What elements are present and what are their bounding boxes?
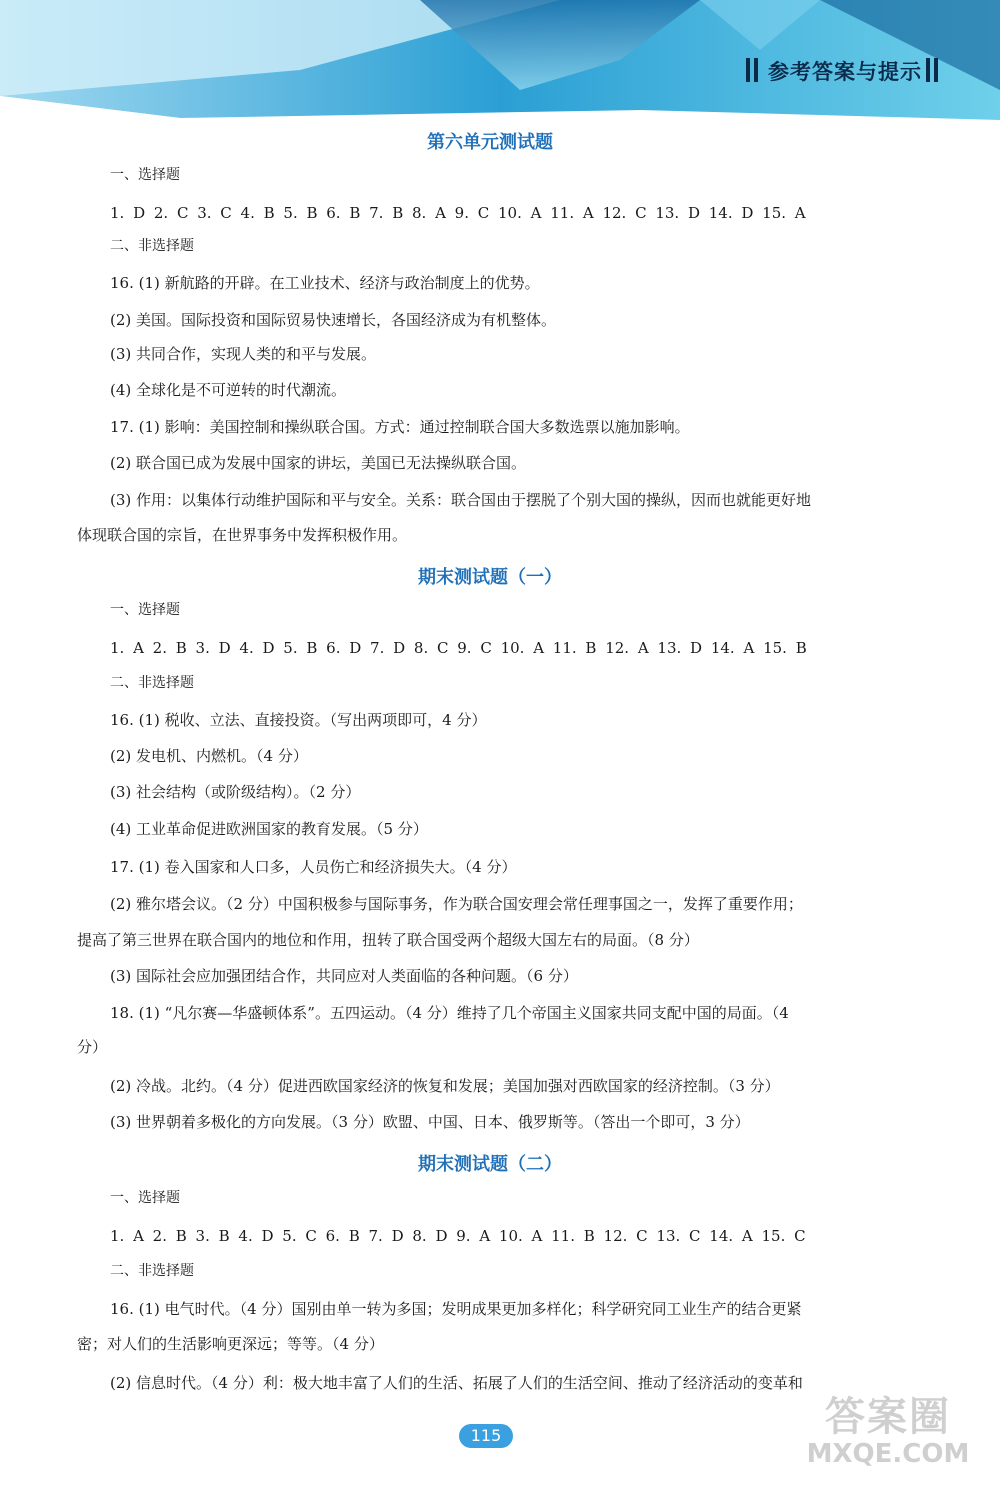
header-bar-right: [926, 58, 930, 82]
answer-line: (3) 社会结构（或阶级结构）。（2 分）: [110, 783, 361, 801]
mc-heading: 一、选择题: [110, 602, 180, 618]
answer-line: 密；对人们的生活影响更深远；等等。（4 分）: [77, 1335, 384, 1353]
answer-line: (4) 全球化是不可逆转的时代潮流。: [110, 381, 347, 399]
answer-line: 17. (1) 卷入国家和人口多，人员伤亡和经济损失大。（4 分）: [110, 858, 517, 876]
answer-line: 16. (1) 电气时代。（4 分）国别由单一转为多国；发明成果更加多样化；科学研究同工业生产的结合更紧: [110, 1300, 802, 1318]
watermark-logo: [788, 1395, 988, 1475]
section-title: 期末测试题（二）: [418, 1154, 562, 1175]
mc-heading: 一、选择题: [110, 167, 180, 183]
answer-line: (3) 作用：以集体行动维护国际和平与安全。关系：联合国由于摆脱了个别大国的操纵，因而也就能更好地: [110, 491, 812, 509]
header-bar-left-2: [754, 58, 758, 82]
answer-line: (2) 联合国已成为发展中国家的讲坛，美国已无法操纵联合国。: [110, 454, 527, 472]
nonmc-heading: 二、非选择题: [110, 1263, 194, 1279]
header-bar-right-2: [934, 58, 938, 82]
answer-line: 提高了第三世界在联合国内的地位和作用，扭转了联合国受两个超级大国左右的局面。（8 分）: [77, 931, 699, 949]
answer-line: (2) 美国。国际投资和国际贸易快速增长，各国经济成为有机整体。: [110, 311, 557, 329]
header-bar-left: [746, 58, 750, 82]
mc-heading: 一、选择题: [110, 1190, 180, 1206]
answer-line: (2) 发电机、内燃机。（4 分）: [110, 747, 308, 765]
section-title: 期末测试题（一）: [418, 567, 562, 588]
answer-line: 16. (1) 税收、立法、直接投资。（写出两项即可，4 分）: [110, 711, 487, 729]
nonmc-heading: 二、非选择题: [110, 675, 194, 691]
page-number: 115: [459, 1424, 513, 1448]
mc-answers: 1. D 2. C 3. C 4. B 5. B 6. B 7. B 8. A 9. C 10. A 11. A 12. C 13. D 14. D 15. A: [110, 204, 806, 222]
header-title: 参考答案与提示: [768, 60, 922, 84]
watermark-bottom: MXQE.COM: [806, 1439, 970, 1469]
answer-line: 分）: [77, 1038, 108, 1056]
header-banner: [0, 0, 1000, 130]
answer-line: 16. (1) 新航路的开辟。在工业技术、经济与政治制度上的优势。: [110, 274, 540, 292]
answer-line: 18. (1) “凡尔赛—华盛顿体系”。五四运动。（4 分）维持了几个帝国主义国家共同支配中国的局面。（4: [110, 1004, 789, 1022]
answer-line: (3) 国际社会应加强团结合作，共同应对人类面临的各种问题。（6 分）: [110, 967, 578, 985]
mc-answers: 1. A 2. B 3. D 4. D 5. B 6. D 7. D 8. C 9. C 10. A 11. B 12. A 13. D 14. A 15. B: [110, 639, 807, 657]
mc-answers: 1. A 2. B 3. B 4. D 5. C 6. B 7. D 8. D 9. A 10. A 11. B 12. C 13. C 14. A 15. C: [110, 1227, 806, 1245]
answer-line: (3) 共同合作，实现人类的和平与发展。: [110, 345, 377, 363]
answer-line: 17. (1) 影响：美国控制和操纵联合国。方式：通过控制联合国大多数选票以施加影响。: [110, 418, 690, 436]
section-title: 第六单元测试题: [427, 132, 553, 153]
answer-line: (2) 信息时代。（4 分）利：极大地丰富了人们的生活、拓展了人们的生活空间、推动了经济活动的变革和: [110, 1374, 803, 1392]
watermark-top: 答案圈: [825, 1394, 951, 1440]
answer-line: 体现联合国的宗旨，在世界事务中发挥积极作用。: [77, 526, 408, 544]
answer-line: (2) 雅尔塔会议。（2 分）中国积极参与国际事务，作为联合国安理会常任理事国之一，发挥了重要作用；: [110, 895, 803, 913]
answer-line: (3) 世界朝着多极化的方向发展。（3 分）欧盟、中国、日本、俄罗斯等。（答出一个即可，3 分）: [110, 1113, 750, 1131]
answer-line: (2) 冷战。北约。（4 分）促进西欧国家经济的恢复和发展；美国加强对西欧国家的经济控制。（3 分）: [110, 1077, 780, 1095]
answer-line: (4) 工业革命促进欧洲国家的教育发展。（5 分）: [110, 820, 428, 838]
nonmc-heading: 二、非选择题: [110, 238, 194, 254]
